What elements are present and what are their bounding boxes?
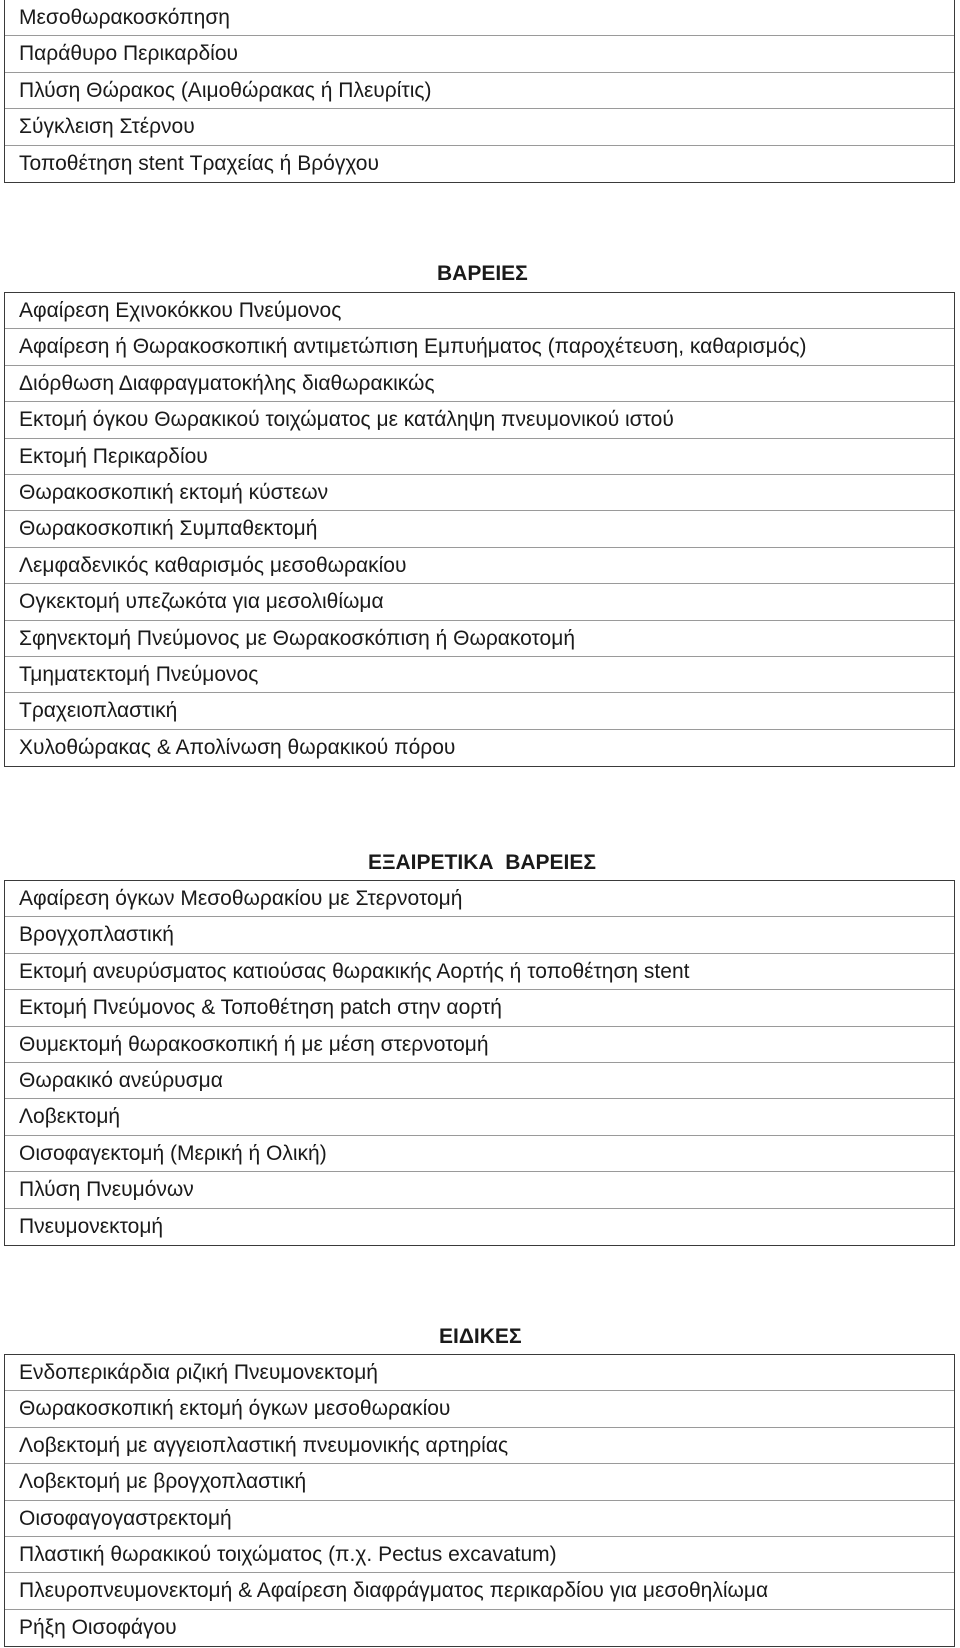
procedure-list-continued [4,0,955,183]
section-heading-severe: ΒΑΡΕΙΕΣ [437,262,528,285]
procedure-list-extremely-severe [4,880,955,1246]
list-item: Αφαίρεση ή Θωρακοσκοπική αντιμετώπιση Εμπυήματος (παροχέτευση, καθαρισμός) [5,329,954,365]
list-item: Σύγκλειση Στέρνου [5,109,954,145]
list-item: Σφηνεκτομή Πνεύμονος με Θωρακοσκόπιση ή Θωρακοτομή [5,621,954,657]
list-item: Αφαίρεση Εχινοκόκκου Πνεύμονος [5,293,954,329]
list-item: Ενδοπερικάρδια ριζική Πνευμονεκτομή [5,1355,954,1391]
list-item: Εκτομή ανευρύσματος κατιούσας θωρακικής Αορτής ή τοποθέτηση stent [5,954,954,990]
list-item: Εκτομή Περικαρδίου [5,439,954,475]
list-item: Θωρακοσκοπική εκτομή κύστεων [5,475,954,511]
list-item: Πνευμονεκτομή [19,1214,164,1238]
list-item: Λεμφαδενικός καθαρισμός μεσοθωρακίου [5,548,954,584]
procedure-list-special [4,1354,955,1647]
list-item: Εκτομή όγκου Θωρακικού τοιχώματος με κατάληψη πνευμονικού ιστού [5,402,954,438]
list-item: Λοβεκτομή με βρογχοπλαστική [5,1464,954,1500]
list-item: Οισοφαγεκτομή (Μερική ή Ολική) [5,1136,954,1172]
list-item: Θωρακοσκοπική εκτομή όγκων μεσοθωρακίου [5,1391,954,1427]
section-heading-special: ΕΙΔΙΚΕΣ [439,1325,522,1348]
list-item: Διόρθωση Διαφραγματοκήλης διαθωρακικώς [5,366,954,402]
list-item: Ογκεκτομή υπεζωκότα για μεσολιθίωμα [5,584,954,620]
list-item: Εκτομή Πνεύμονος & Τοποθέτηση patch στην αορτή [5,990,954,1026]
list-item: Χυλοθώρακας & Απολίνωση θωρακικού πόρου [19,735,456,759]
list-item: Πλύση Θώρακος (Αιμοθώρακας ή Πλευρίτις) [5,73,954,109]
procedure-list-severe [4,292,955,767]
list-item: Αφαίρεση όγκων Μεσοθωρακίου με Στερνοτομή [5,881,954,917]
list-item: Λοβεκτομή με αγγειοπλαστική πνευμονικής αρτηρίας [5,1428,954,1464]
list-item: Οισοφαγογαστρεκτομή [5,1501,954,1537]
list-item: Τραχειοπλαστική [5,693,954,729]
list-item: Ρήξη Οισοφάγου [19,1615,177,1639]
list-item: Θυμεκτομή θωρακοσκοπική ή με μέση στερνοτομή [5,1027,954,1063]
list-item: Θωρακικό ανεύρυσμα [5,1063,954,1099]
list-item: Βρογχοπλαστική [5,917,954,953]
list-item: Τμηματεκτομή Πνεύμονος [5,657,954,693]
list-item: Θωρακοσκοπική Συμπαθεκτομή [5,511,954,547]
list-item: Μεσοθωρακοσκόπηση [5,0,954,36]
list-item: Λοβεκτομή [5,1099,954,1135]
list-item: Τοποθέτηση stent Τραχείας ή Βρόγχου [19,151,379,175]
section-heading-extremely-severe: ΕΞΑΙΡΕΤΙΚΑ ΒΑΡΕΙΕΣ [368,851,596,874]
list-item: Πλαστική θωρακικού τοιχώματος (π.χ. Pectus excavatum) [5,1537,954,1573]
list-item: Παράθυρο Περικαρδίου [5,36,954,72]
list-item: Πλευροπνευμονεκτομή & Αφαίρεση διαφράγματος περικαρδίου για μεσοθηλίωμα [5,1573,954,1609]
list-item: Πλύση Πνευμόνων [5,1172,954,1208]
